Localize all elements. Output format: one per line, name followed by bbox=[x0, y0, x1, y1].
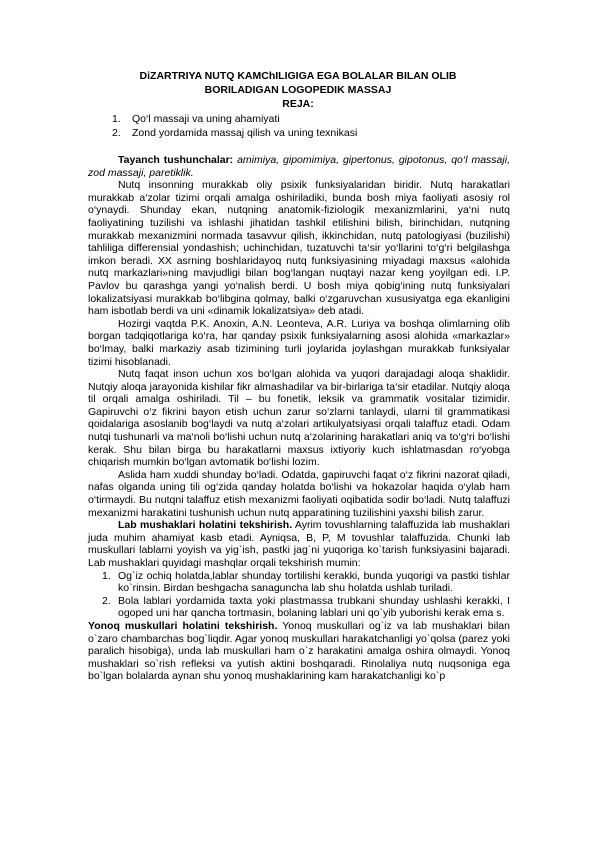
jaw-heading: Yonoq muskullari holatini tekshirish. bbox=[88, 619, 278, 632]
body-paragraph: Hozirgi vaqtda P.K. Anoxin, A.N. Leonteva, A.R. Luriya va boshqa olimlarning olib borgan tadqiqotlariga ko‘ra, har qanday psixik funksiyalarning asosi alohida «markazlar» bo‘lmay, balki markaziy asab tizimining turli joylarida joylashgan murakkab funksiyalar tizimi hisoblanadi. bbox=[88, 317, 510, 368]
jaw-text: Yonoq muskullari og`iz va lab mushaklari bilan o`zaro chambarchas bog`liqdir. Agar yonoq muskullari harakatchanligi yo`qolsa (parez yoki paralich hisobiga), unda lab muskullari ham o`z harakatini amalga oshira olmaydi. Yonoq mushaklari so`rish refleksi va yutish aktini boshqaradi. Rinolaliya nutq nuqsoniga ega bo`lgan bolalarda aynan shu yonoq mushaklarining kam harakatchanligi ko`p bbox=[88, 619, 510, 683]
lab-heading: Lab mushaklari holatini tekshirish. bbox=[118, 519, 293, 532]
lab-exercise-item bbox=[88, 595, 510, 620]
keywords-paragraph bbox=[88, 154, 510, 179]
plan-item-number: 1. bbox=[112, 113, 121, 125]
plan-list bbox=[112, 112, 532, 140]
lab-exercise-number: 1. bbox=[102, 569, 111, 582]
plan-item-text: Zond yordamida massaj qilish va uning texnikasi bbox=[132, 127, 358, 139]
plan-item bbox=[112, 126, 532, 140]
lab-exercise-text: Og`iz ochiq holatda,lablar shunday tortilishi kerakki, bunda yuqorigi va pastki tishlar ko`rinsin. Birdan beshgacha sanaguncha lab shu holatda ushlab turiladi. bbox=[118, 569, 510, 595]
plan-heading: REJA: bbox=[282, 98, 314, 110]
lab-exercise-text: Bola lablari yordamida taxta yoki plastmassa trubkani shunday ushlashi kerakki, I ogoped uni har qancha tortmasin, bolaning lablari uni qo`yib yuborishi kerak ema s. bbox=[118, 594, 510, 620]
document-body bbox=[88, 154, 510, 683]
plan-item-number: 2. bbox=[112, 127, 121, 139]
keywords-list: amimiya, gipomimiya, gipertonus, gipotonus, qo‘l massaji, zod massaji, paretiklik. bbox=[88, 154, 510, 179]
lab-text: Ayrim tovushlarning talaffuzida lab mushaklari juda muhim ahamiyat kasb etadi. Ayniqsa, B, P, M tovushlar talaffuzida. Chunki lab muskullari lablarni yoyish va yig`ish, pastki jag`ni yuqoriga ko`tarish funksiyasini bajaradi. Lab mushaklari quyidagi mashqlar orqali tekshirish mumin: bbox=[88, 519, 510, 569]
keywords-label: Tayanch tushunchalar: bbox=[118, 154, 234, 166]
jaw-paragraph bbox=[88, 620, 510, 683]
body-paragraph: Nutq insonning murakkab oliy psixik funksiyalaridan biridir. Nutq harakatlari murakkab a‘zolar tizimi orqali amalga oshiriladiki, bunda bosh miya faoliyati asosiy rol o‘ynaydi. Shunday ekan, nutqning anatomik-fiziologik mexanizmlarini, ya‘ni nutq faoliyatining tuzilishi va ishlashi jihatidan tashkil etilishini bilish, birinchidan, nutqning murakkab mexanizmini normada tasavvur qilish, ikkinchidan, nutq patologiyasi (buzilishi) tahliliga differensial yondashish; uchinchidan, tuzatuvchi ta‘sir yo‘llarini to‘g‘ri belgilashga imkon beradi. XX asrning boshlaridayoq nutq funksiyasining miyadagi maxsus «alohida nutq markazlari»ning mavjudligi bilan bog‘langan nuqtayi nazar keng yoyilgan edi. I.P. Pavlov bu qarashga yangi yo‘nalish berdi. U bosh miya qobig‘ining nutq funksiyalari lokalizatsiyasi murakkab bo‘libgina qolmay, balki o‘zgaruvchan xususiyatga ega ekanligini ham isbotlab berdi va uni «dinamik lokalizatsiya» deb atadi. bbox=[88, 179, 510, 318]
plan-item-text: Qo‘l massaji va uning ahamiyati bbox=[132, 113, 280, 125]
body-paragraph: Aslida ham xuddi shunday bo‘ladi. Odatda, gapiruvchi faqat o‘z fikrini nazorat qiladi, nafas olganda uning tili og‘zida qanday holatda bo‘lishi va hokazolar haqida o‘ylab ham o‘tirmaydi. Bu nutqni talaffuz etish mexanizmi faoliyati oqibatida sodir bo‘ladi. Nutq talaffuzi mexanizmi harakatini tushunish uchun nutq apparatining tuzilishini yaxshi bilish zarur. bbox=[88, 468, 510, 519]
lab-exercise-list bbox=[88, 570, 510, 620]
plan-item bbox=[112, 112, 532, 126]
document-title: DiZARTRIYA NUTQ KAMChILIGIGA EGA BOLALAR BILAN OLIB BORILADIGAN LOGOPEDIK MASSAJ bbox=[139, 70, 457, 96]
lab-paragraph bbox=[88, 519, 510, 569]
body-paragraph: Nutq faqat inson uchun xos bo‘lgan alohida va yuqori darajadagi aloqa shaklidir. Nutqiy aloqa jarayonida kishilar fikr almashadilar va bir-birlariga ta‘sir etadilar. Nutqiy aloqa til orqali amalga oshiriladi. Til – bu fonetik, leksik va grammatik vositalar tizimidir. Gapiruvchi o‘z fikrini bayon etish uchun zarur so‘zlarni tanlaydi, ularni til grammatikasi qoidalariga asoslanib bog‘laydi va nutq a‘zolari artikulyatsiyasi orqali talaffuz etadi. Odam nutqi tushunarli va ma‘noli bo‘lishi uchun nutq a‘zolarining harakatlari aniq va to‘g‘ri bo‘lishi kerak. Shu bilan birga bu harakatlarni maxsus ixtiyoriy kuch ishlatmasdan ro‘yobga chiqarish mumkin bo‘lgan avtomatik bo‘lishi lozim. bbox=[88, 368, 510, 469]
lab-exercise-item bbox=[88, 570, 510, 595]
lab-exercise-number: 2. bbox=[102, 594, 111, 607]
